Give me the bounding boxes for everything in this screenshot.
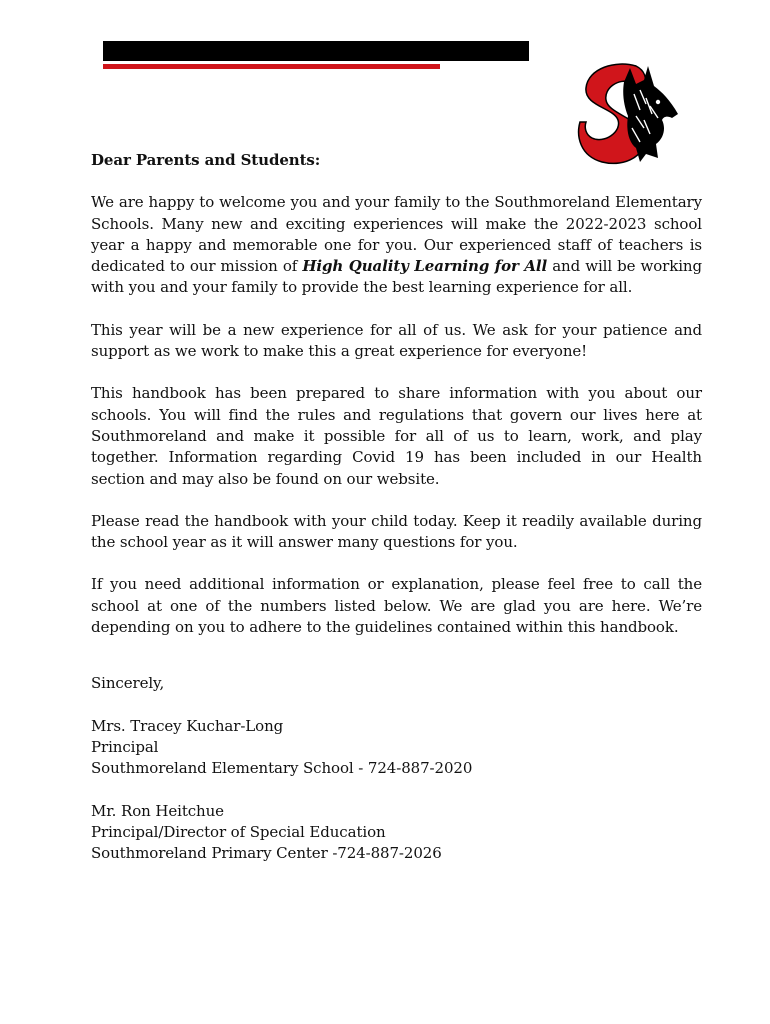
paragraph-handbook-info: This handbook has been prepared to share information with you about our schools. You will find the rules and regulations that govern our lives here at Southmoreland and make it possible for all of us to learn, work, and play together. Information regarding Covid 19 has been included in our Health section and may also be found on our website. xyxy=(91,384,702,488)
paragraph-welcome xyxy=(91,192,702,298)
paragraph-welcome-text-end: and will be working with you and your family to provide the best learning experience for all. xyxy=(91,257,702,297)
header-red-bar xyxy=(103,64,440,69)
welcome-letter xyxy=(91,150,702,885)
signatory-name: Mrs. Tracey Kuchar-Long xyxy=(91,716,284,735)
paragraph-read-handbook: Please read the handbook with your child today. Keep it readily available during the school year as it will answer many questions for you. xyxy=(91,511,702,552)
mission-emphasis: High Quality Learning for All xyxy=(302,257,548,276)
closing: Sincerely, xyxy=(91,674,165,693)
signatory-title: Principal xyxy=(91,737,159,756)
signature-block-primary xyxy=(91,801,702,865)
paragraph-contact: If you need additional information or explanation, please feel free to call the school at one of the numbers listed below. We are glad you are here. We’re depending on you to adhere to the guidelines contained within this handbook. xyxy=(91,575,702,637)
salutation: Dear Parents and Students: xyxy=(91,151,321,169)
signatory-school-phone: Southmoreland Elementary School - 724-887-2020 xyxy=(91,759,473,778)
signatory-title: Principal/Director of Special Education xyxy=(91,822,386,841)
header-black-bar xyxy=(103,41,529,61)
paragraph-welcome-text-start: We are happy to welcome you and your family to the Southmoreland Elementary Schools. Many new and exciting experiences will make the 2022-2023 school year a happy and memorable one for you. Our experienced staff of teachers is dedicated to our mission of xyxy=(91,193,702,276)
signatory-name: Mr. Ron Heitchue xyxy=(91,801,224,820)
paragraph-new-experience: This year will be a new experience for all of us. We ask for your patience and support as we work to make this a great experience for everyone! xyxy=(91,320,702,361)
signature-block-elementary xyxy=(91,716,702,780)
signatory-school-phone: Southmoreland Primary Center -724-887-2026 xyxy=(91,844,442,863)
